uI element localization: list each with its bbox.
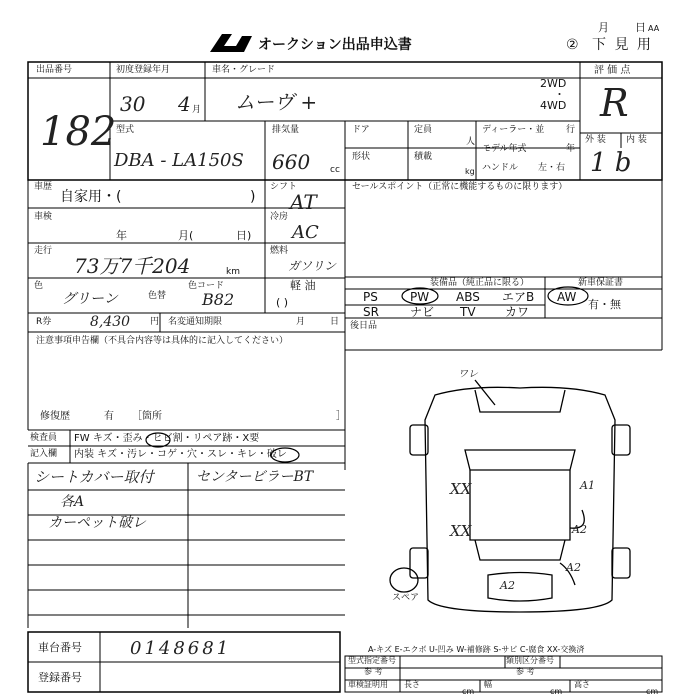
model-label: 型式 (116, 125, 135, 135)
chassis-label: 車台番号 (38, 641, 82, 654)
recycle-value: 8,430 (90, 314, 131, 330)
note-3: 各A (60, 494, 85, 510)
color-label: 色 (34, 281, 44, 291)
type-designation-label: 型式指定番号 (348, 656, 396, 665)
recolor-label: 色替 (148, 291, 167, 301)
width-label: 幅 (484, 680, 492, 689)
type-ref-label: 参 考 (364, 667, 383, 676)
handle-options: 左・右 (538, 163, 566, 173)
inspection-month: 月( (178, 229, 194, 242)
class-number-label: 類別区分番号 (506, 656, 554, 665)
damage-mark-6: A2 (500, 579, 515, 592)
width-unit: cm (550, 687, 563, 696)
grades-value: 1 b (590, 148, 632, 178)
inspector-label-1: 検査員 (30, 433, 58, 443)
displacement-value: 660 (272, 150, 311, 174)
mileage-value: 73万7千204 (74, 254, 191, 278)
first-reg-label: 初度登録年月 (116, 65, 171, 75)
attach-label: 後日品 (350, 321, 378, 331)
model-value: DBA - LA150S (114, 150, 244, 171)
mileage-unit: km (226, 267, 240, 277)
equip-aw: AW (557, 290, 577, 304)
class-ref-label: 参 考 (516, 667, 535, 676)
displacement-label: 排気量 (272, 125, 300, 135)
equip-ps: PS (363, 290, 378, 304)
repair-yes: 有 (104, 411, 114, 422)
fuel-other: ( ) (276, 296, 289, 309)
repair-place: ［箇所 (132, 411, 162, 422)
handle-label: ハンドル (482, 163, 519, 173)
reg-label: 登録番号 (38, 671, 82, 684)
rating-value: R (600, 81, 629, 125)
mileage-label: 走行 (34, 246, 53, 256)
interior-grade-label: 内 装 (626, 135, 647, 145)
damage-mark-2: XX (450, 522, 472, 540)
damage-legend: A-キズ E-エクボ U-凹み W-補修跡 S-サビ C-腐食 XX-交換済 (368, 645, 585, 654)
fuel-label: 燃料 (270, 246, 289, 256)
car-diagram-icon (390, 380, 630, 612)
day-label: 日 (635, 21, 646, 34)
length-label: 長さ (404, 680, 420, 689)
inspector-row-1: FW キズ・歪み・ヒビ割・リペア跡・X要 (74, 433, 260, 444)
exterior-grade-label: 外 装 (585, 135, 606, 145)
note-4: カーペット破レ (48, 515, 146, 531)
form-title: オークション出品申込書 (258, 37, 412, 53)
lot-number-label: 出品番号 (36, 65, 73, 75)
ju-logo-icon (210, 34, 252, 52)
fuel-value: ガソリン (288, 259, 337, 273)
month-label: 月 (598, 21, 609, 34)
model-year-suffix: 年 (566, 144, 576, 154)
height-unit: cm (646, 687, 659, 696)
usage-label: 車歴 (34, 182, 53, 192)
lot-number-value: 182 (40, 109, 117, 155)
capacity-unit: 人 (466, 137, 476, 147)
door-label: ドア (352, 125, 370, 135)
aa-label: AA (648, 24, 660, 33)
fuel-light: 軽 油 (290, 279, 316, 292)
spare-label: スペア (392, 593, 420, 603)
name-change-label: 名変通知期限 (168, 317, 223, 327)
equip-abs: ABS (456, 290, 480, 304)
damage-mark-4: A2 (572, 523, 587, 536)
chassis-value: 0148681 (130, 638, 232, 659)
damage-mark-5: A2 (566, 561, 581, 574)
equip-leather: カワ (505, 305, 530, 319)
drive-2wd: 2WD (540, 77, 567, 90)
notice-label: 注意事項申告欄（不具合内容等は具体的に記入してください） (36, 336, 289, 346)
height-label: 高さ (574, 680, 590, 689)
inspection-year: 年 (116, 229, 127, 242)
warranty-value: 有・無 (588, 298, 621, 311)
color-code-label: 色コード (188, 281, 225, 291)
displacement-unit: cc (330, 165, 340, 175)
diagram-top-label: ワレ (458, 369, 478, 380)
recycle-label: R券 (36, 317, 52, 327)
inspection-use-label: 下 見 用 (592, 37, 653, 53)
usage-value: 自家用・( (60, 189, 122, 205)
name-change-month: 月 (296, 317, 306, 327)
equipment-label: 装備品（純正品に限る） (430, 278, 530, 288)
circled-number: ② (566, 37, 579, 53)
color-code-value: B82 (202, 290, 235, 309)
color-value: グリーン (62, 291, 118, 307)
inspector-row-2: 内装 キズ・汚レ・コゲ・穴・スレ・キレ・破レ (74, 449, 287, 460)
load-unit: kg (465, 167, 475, 176)
equip-navi: ナビ (410, 305, 435, 319)
dealer-suffix: 行 (566, 125, 576, 135)
repair-label: 修復歴 (40, 411, 70, 422)
car-name-label: 車名・グレード (212, 65, 276, 75)
inspection-day: 日) (236, 229, 252, 242)
dealer-label: ディーラー・並 (482, 125, 545, 135)
equip-tv: TV (460, 305, 476, 319)
rating-label: 評 価 点 (594, 65, 631, 76)
drive-4wd: 4WD (540, 99, 567, 112)
note-1: シートカバー取付 (34, 468, 154, 486)
name-change-day: 日 (330, 317, 340, 327)
equip-pw: PW (410, 290, 430, 304)
equip-airbag: エアB (502, 290, 535, 304)
equip-sr: SR (363, 305, 379, 319)
car-name-value: ムーヴ + (235, 90, 318, 114)
repair-close: ］ (336, 411, 346, 422)
model-year-label: モデル年式 (482, 144, 527, 154)
shift-value: AT (290, 190, 317, 214)
inspection-label: 車検 (34, 212, 53, 222)
note-2: センタービラーBT (196, 469, 314, 485)
capacity-label: 定員 (414, 125, 433, 135)
damage-mark-1: XX (450, 480, 472, 498)
warranty-label: 新車保証書 (578, 278, 624, 288)
drive-dot: ・ (554, 88, 565, 101)
shift-label: シフト (270, 182, 298, 192)
length-unit: cm (462, 687, 475, 696)
shape-label: 形状 (352, 152, 371, 162)
cert-label: 車検証明用 (348, 680, 388, 689)
load-label: 積載 (414, 152, 433, 162)
ac-value: AC (292, 222, 319, 243)
first-reg-month-suffix: 月 (192, 105, 202, 115)
usage-close: ) (250, 189, 256, 205)
recycle-unit: 円 (150, 317, 160, 327)
first-reg-month: 4 (178, 92, 191, 116)
inspector-label-2: 記入欄 (30, 449, 58, 459)
sales-point-label: セールスポイント（正常に機能するものに限ります） (352, 182, 568, 192)
damage-mark-3: A1 (580, 479, 595, 492)
first-reg-year: 30 (120, 92, 146, 116)
ac-label: 冷房 (270, 212, 289, 222)
